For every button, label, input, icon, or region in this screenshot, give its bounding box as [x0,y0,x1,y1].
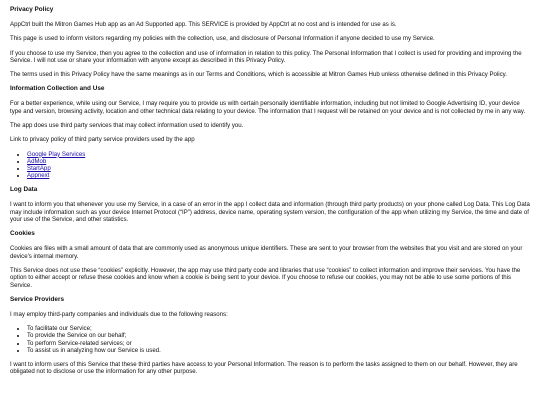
list-item: • To facilitate our Service; [27,325,530,332]
list-item: • To assist us in analyzing how our Service is used. [27,347,530,354]
list-item [27,151,530,158]
log-data-paragraph: I want to inform you that whenever you use my Service, in a case of an error in the app I collect data and information (through third party products) on your phone called Log Data. This Log Data may include information such as your device Internet Protocol (“IP”) address, device name, operating system version, the configuration of the app when utilizing my Service, the time and date of your use of the Service, and other statistics. [10,201,530,224]
admob-link[interactable]: AdMob [27,157,47,165]
section-heading-service-providers: Service Providers [10,295,64,303]
cookies-paragraph: This Service does not use these “cookies” explicitly. However, the app may use third party code and libraries that use “cookies” to collect information and improve their services. You have the option to either accept or refuse these cookies and know when a cookie is being sent to your device. If you choose to refuse our cookies, you may not be able to use some portions of this Service. [10,266,521,289]
info-collection-paragraph: For a better experience, while using our Service, I may require you to provide us with certain personally identifiable information, including but not limited to Google Advertising ID, your device type and version, browsing activity, location and other technical data relating to your device. The information that I request will be retained on your device and is not collected by me in any way. [10,100,526,115]
info-collection-paragraph: Link to privacy policy of third party service providers used by the app [10,136,195,144]
service-providers-outro: I want to inform users of this Service that these third parties have access to your Personal Information. The reason is to perform the tasks assigned to them on our behalf. However, they are obligated not to disclose or use the information for any other purpose. [10,360,518,376]
intro-paragraph: This page is used to inform visitors regarding my policies with the collection, use, and disclosure of Personal Information if anyone decided to use my Service. [10,35,435,43]
list-item [27,158,530,165]
service-providers-intro: I may employ third-party companies and individuals due to the following reasons: [10,310,228,318]
intro-paragraph: The terms used in this Privacy Policy have the same meanings as in our Terms and Conditions, which is accessible at Mitron Games Hub unless otherwise defined in this Privacy Policy. [10,71,507,79]
list-item: • To provide the Service on our behalf; [27,332,530,339]
startapp-link[interactable]: StartApp [27,165,51,173]
service-provider-reasons-list [10,325,530,354]
page-title: Privacy Policy [10,6,54,13]
section-heading-log-data: Log Data [10,186,38,194]
info-collection-paragraph: The app does use third party services that may collect information used to identify you. [10,122,244,130]
list-item [27,165,530,172]
list-item [27,172,530,179]
section-heading-information-collection: Information Collection and Use [10,85,105,93]
appnext-link[interactable]: Appnext [27,172,50,180]
google-play-services-link[interactable]: Google Play Services [27,150,86,158]
intro-paragraph: If you choose to use my Service, then you agree to the collection and use of information in relation to this policy. The Personal Information that I collect is used for providing and improving the Service. I will not use or share your information with anyone except as described in this Privacy Policy. [10,49,522,64]
list-item: • To perform Service-related services; or [27,340,530,347]
intro-paragraph: AppCtrl built the Mitron Games Hub app as an Ad Supported app. This SERVICE is provided by AppCtrl at no cost and is intended for use as is. [10,21,397,28]
third-party-links-list [10,151,530,180]
cookies-paragraph: Cookies are files with a small amount of data that are commonly used as anonymous unique identifiers. These are sent to your browser from the websites that you visit and are stored on your device's internal memory. [10,245,523,260]
section-heading-cookies: Cookies [10,230,35,238]
